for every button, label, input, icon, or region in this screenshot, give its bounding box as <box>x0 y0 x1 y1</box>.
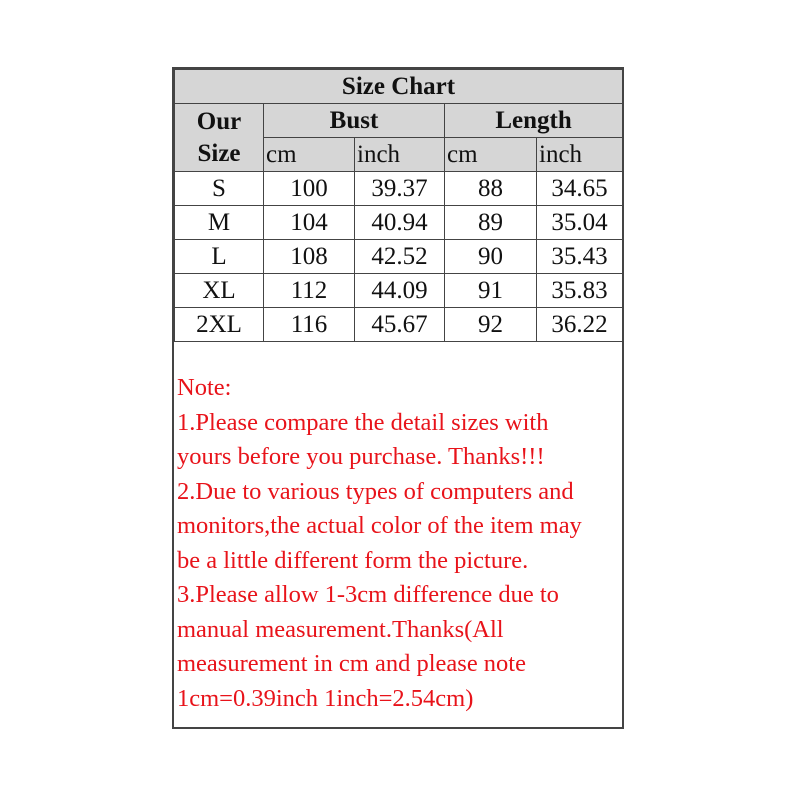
table-row <box>175 240 623 274</box>
size-table <box>174 69 623 342</box>
notes-block <box>177 371 621 716</box>
table-row <box>175 308 623 342</box>
title-row <box>175 70 623 104</box>
size-cell: L <box>175 240 264 274</box>
note-line: 1cm=0.39inch 1inch=2.54cm) <box>177 684 474 712</box>
bust-cm-cell: 112 <box>264 274 355 308</box>
note-line: 1.Please compare the detail sizes with <box>177 408 549 436</box>
length-inch-cell: 34.65 <box>537 172 623 206</box>
table-row <box>175 206 623 240</box>
bust-cm-cell: 104 <box>264 206 355 240</box>
size-cell: M <box>175 206 264 240</box>
length-cm-cell: 88 <box>445 172 537 206</box>
length-cm-cell: 89 <box>445 206 537 240</box>
note-line: 3.Please allow 1-3cm difference due to <box>177 581 559 608</box>
length-cm-cell: 90 <box>445 240 537 274</box>
our-size-header <box>175 104 264 172</box>
bust-inch-cell: 45.67 <box>355 308 445 342</box>
note-heading: Note: <box>177 374 232 401</box>
bust-inch-cell: 42.52 <box>355 240 445 274</box>
our-size-line1: Our <box>196 107 242 135</box>
table-row <box>175 172 623 206</box>
length-header: Length <box>445 104 623 138</box>
bust-cm-cell: 100 <box>264 172 355 206</box>
bust-cm-cell: 108 <box>264 240 355 274</box>
length-inch-cell: 36.22 <box>537 308 623 342</box>
bust-inch-cell: 39.37 <box>355 172 445 206</box>
length-inch-cell: 35.04 <box>537 206 623 240</box>
bust-inch-cell: 40.94 <box>355 206 445 240</box>
note-line: manual measurement.Thanks(All <box>177 615 504 643</box>
bust-inch-unit: inch <box>355 138 445 172</box>
bust-cm-cell: 116 <box>264 308 355 342</box>
length-cm-cell: 92 <box>445 308 537 342</box>
length-cm-cell: 91 <box>445 274 537 308</box>
size-cell: XL <box>175 274 264 308</box>
size-cell: S <box>175 172 264 206</box>
header-row <box>175 104 623 138</box>
note-line: be a little different form the picture. <box>177 546 529 574</box>
bust-inch-cell: 44.09 <box>355 274 445 308</box>
bust-header: Bust <box>264 104 445 138</box>
note-line: monitors,the actual color of the item may <box>177 512 582 539</box>
length-inch-cell: 35.83 <box>537 274 623 308</box>
length-inch-cell: 35.43 <box>537 240 623 274</box>
size-chart <box>172 67 624 729</box>
length-cm-unit: cm <box>445 138 537 172</box>
our-size-line2: Size <box>197 139 241 167</box>
chart-title: Size Chart <box>175 70 623 104</box>
size-cell: 2XL <box>175 308 264 342</box>
note-line: yours before you purchase. Thanks!!! <box>177 443 545 470</box>
note-line: measurement in cm and please note <box>177 650 526 677</box>
table-row <box>175 274 623 308</box>
note-line: 2.Due to various types of computers and <box>177 477 574 505</box>
bust-cm-unit: cm <box>264 138 355 172</box>
length-inch-unit: inch <box>537 138 623 172</box>
